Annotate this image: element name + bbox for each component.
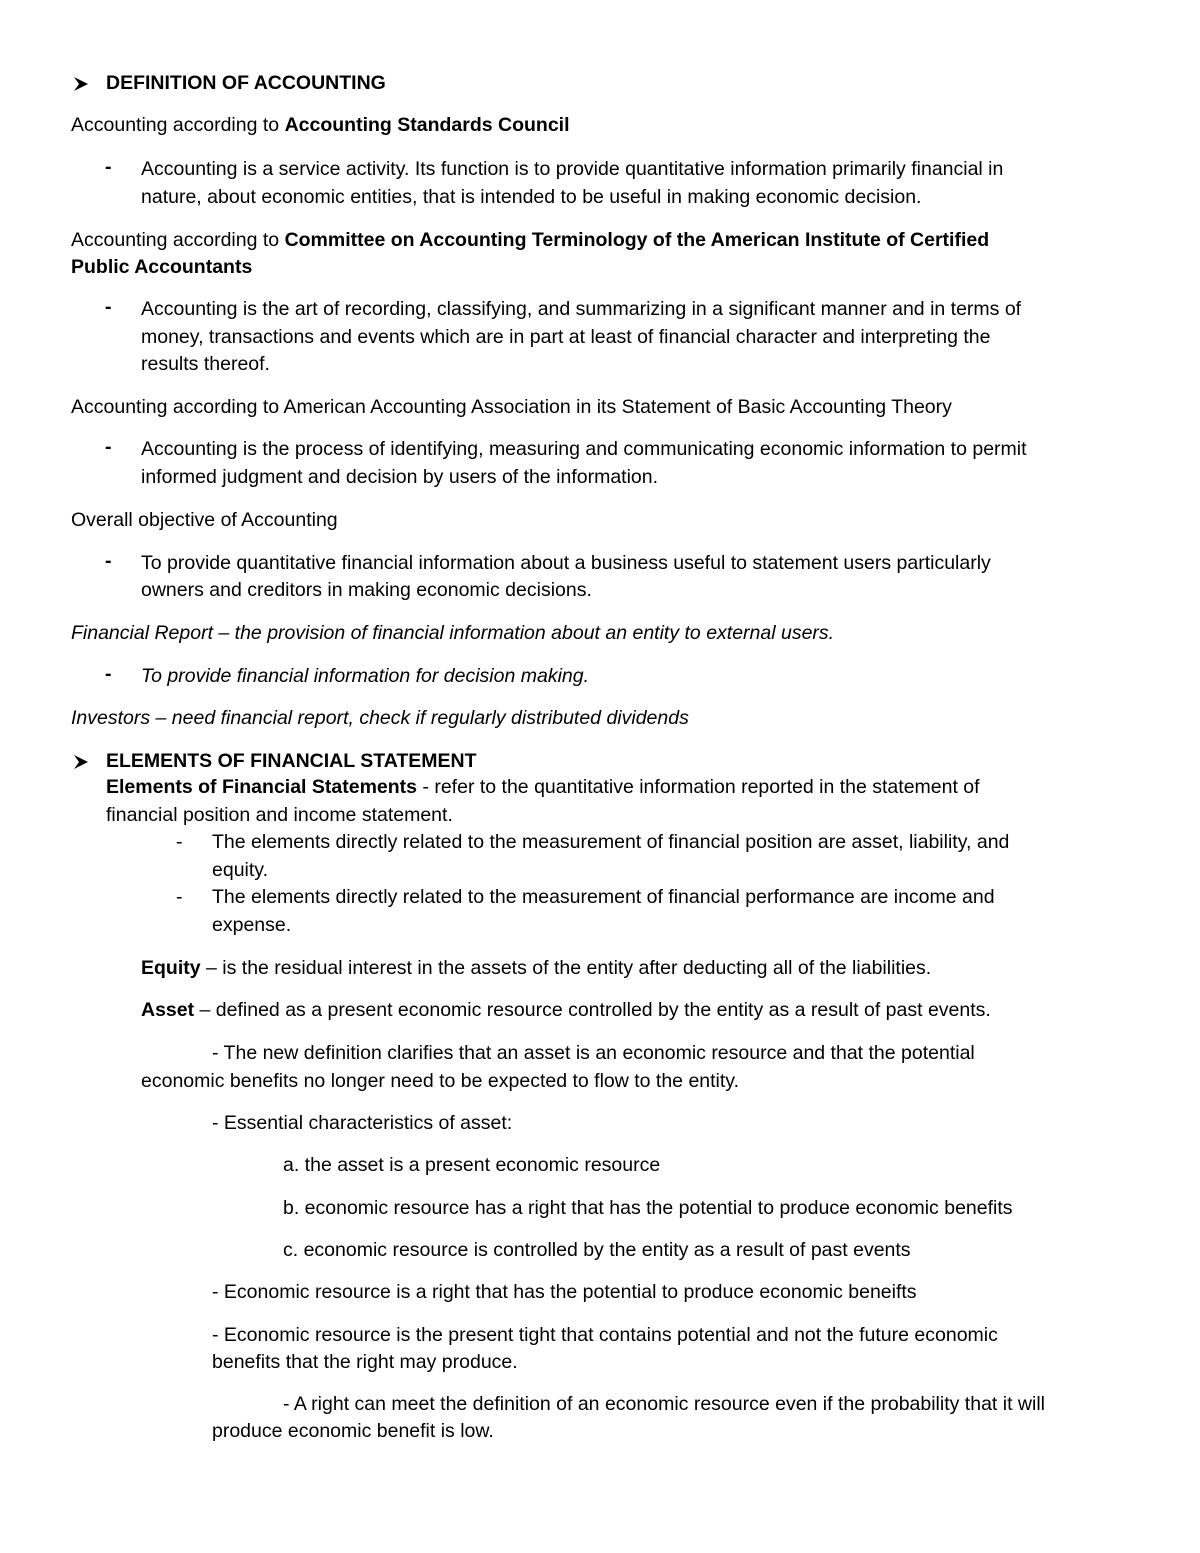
new-definition-line1: - The new definition clarifies that an asset is an economic resource and that the potential xyxy=(212,1042,975,1064)
asc-name: Accounting Standards Council xyxy=(284,114,570,136)
new-definition-line2: economic benefits no longer need to be expected to flow to the entity. xyxy=(141,1070,740,1092)
financial-performance-line1: The elements directly related to the measurement of financial performance are income and xyxy=(212,886,995,908)
arrowhead-bullet-icon xyxy=(72,75,90,93)
section-heading-definition: DEFINITION OF ACCOUNTING xyxy=(106,72,386,94)
dash-bullet: - xyxy=(105,550,112,572)
asset-term: Asset xyxy=(141,999,195,1021)
financial-position-line1: The elements directly related to the measurement of financial position are asset, liability, and xyxy=(212,831,1010,853)
asc-definition-line1: Accounting is a service activity. Its function is to provide quantitative information primarily financial in xyxy=(141,158,1004,180)
investors-note: Investors – need financial report, check if regularly distributed dividends xyxy=(71,707,689,729)
equity-def-text: – is the residual interest in the assets of the entity after deducting all of the liabilities. xyxy=(200,957,932,979)
characteristic-a: a. the asset is a present economic resource xyxy=(283,1154,661,1176)
asset-definition xyxy=(141,997,991,1025)
arrowhead-bullet-icon xyxy=(72,753,90,771)
aaa-definition-line2: informed judgment and decision by users of the information. xyxy=(141,466,659,488)
economic-resource-present-line2: benefits that the right may produce. xyxy=(212,1351,518,1373)
cat-name-line2: Public Accountants xyxy=(71,256,253,278)
dash-bullet: - xyxy=(105,663,112,685)
asc-intro xyxy=(71,112,570,140)
asc-intro-text: Accounting according to xyxy=(71,114,285,136)
economic-resource-present-line1: - Economic resource is the present tight that contains potential and not the future economic xyxy=(212,1324,998,1346)
dash-bullet: - xyxy=(105,436,112,458)
right-low-probability-line2: produce economic benefit is low. xyxy=(212,1420,494,1442)
cat-definition-line2: money, transactions and events which are in part at least of financial character and interpreting the xyxy=(141,326,991,348)
objective-line2: owners and creditors in making economic decisions. xyxy=(141,579,592,601)
objective-line1: To provide quantitative financial information about a business useful to statement users particularly xyxy=(141,552,991,574)
cat-intro xyxy=(71,227,989,255)
elements-definition-line2: financial position and income statement. xyxy=(106,804,453,826)
asc-definition-line2: nature, about economic entities, that is intended to be useful in making economic decision. xyxy=(141,186,922,208)
cat-intro-text: Accounting according to xyxy=(71,229,285,251)
elements-definition-line1 xyxy=(106,774,980,802)
equity-term: Equity xyxy=(141,957,201,979)
financial-performance-line2: expense. xyxy=(212,914,292,936)
aaa-definition-line1: Accounting is the process of identifying, measuring and communicating economic information to permit xyxy=(141,438,1027,460)
equity-definition xyxy=(141,955,931,983)
objective-heading: Overall objective of Accounting xyxy=(71,509,338,531)
aaa-intro: Accounting according to American Accounting Association in its Statement of Basic Accounting Theory xyxy=(71,396,952,418)
dash-bullet: - xyxy=(176,831,183,853)
section-heading-elements: ELEMENTS OF FINANCIAL STATEMENT xyxy=(106,750,477,772)
elements-term: Elements of Financial Statements xyxy=(106,776,418,798)
characteristic-c: c. economic resource is controlled by the entity as a result of past events xyxy=(283,1239,911,1261)
dash-bullet: - xyxy=(176,886,183,908)
cat-definition-line3: results thereof. xyxy=(141,353,270,375)
dash-bullet: - xyxy=(105,156,112,178)
financial-report: Financial Report – the provision of financial information about an entity to external users. xyxy=(71,622,835,644)
dash-bullet: - xyxy=(105,296,112,318)
cat-name-line1: Committee on Accounting Terminology of the American Institute of Certified xyxy=(284,229,990,251)
elements-def-text: - refer to the quantitative information reported in the statement of xyxy=(417,776,980,798)
characteristic-b: b. economic resource has a right that has the potential to produce economic benefits xyxy=(283,1197,1013,1219)
economic-resource-right: - Economic resource is a right that has the potential to produce economic beneifts xyxy=(212,1281,917,1303)
right-low-probability-line1: - A right can meet the definition of an economic resource even if the probability that it will xyxy=(283,1393,1045,1415)
essential-characteristics: - Essential characteristics of asset: xyxy=(212,1112,513,1134)
financial-position-line2: equity. xyxy=(212,859,269,881)
financial-report-bullet: To provide financial information for decision making. xyxy=(141,665,590,687)
asset-def-text: – defined as a present economic resource controlled by the entity as a result of past events. xyxy=(194,999,991,1021)
cat-definition-line1: Accounting is the art of recording, classifying, and summarizing in a significant manner and in terms of xyxy=(141,298,1022,320)
